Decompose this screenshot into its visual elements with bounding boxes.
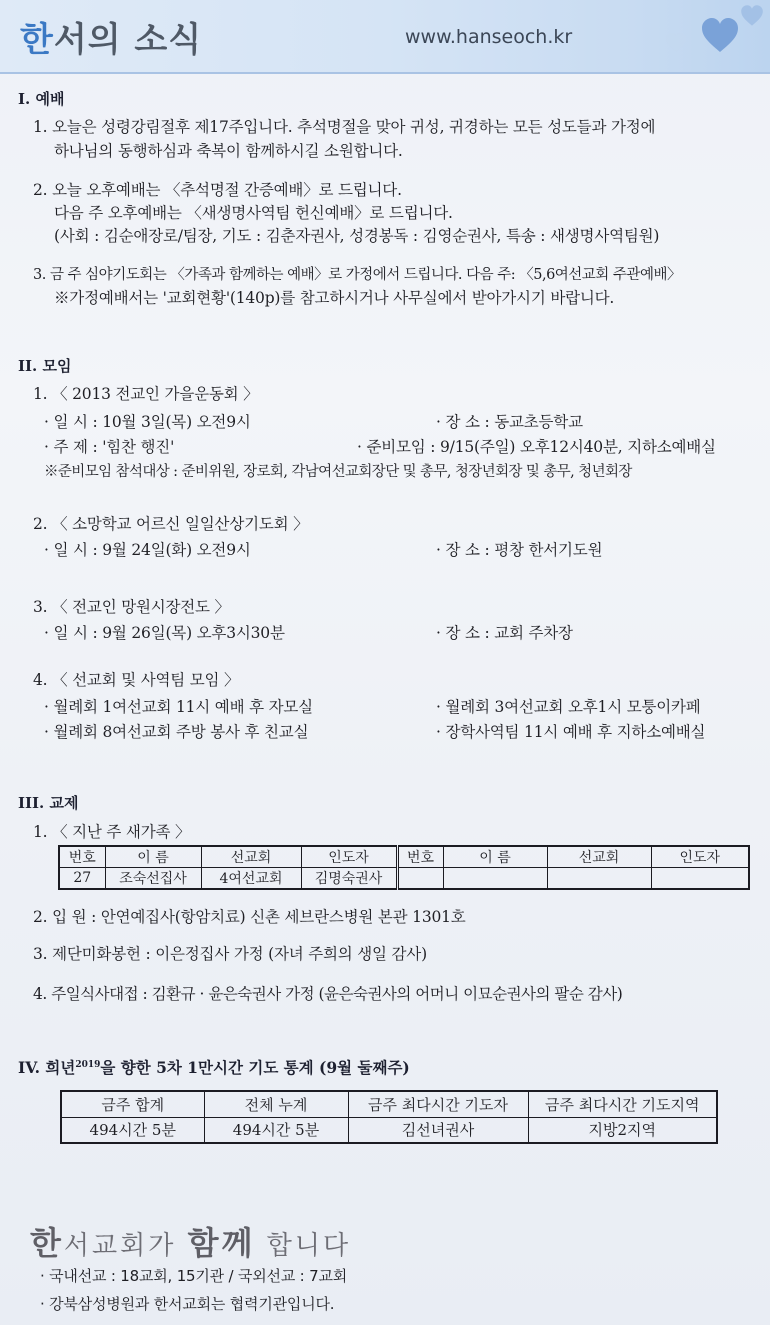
prayer-heading-b: 을 향한 5차 1만시간 기도 통계 (9월 둘째주) [100,1058,410,1077]
meeting-3-place: · 장 소 : 교회 주차장 [436,624,573,642]
meeting-4-item-c: · 월례회 8여선교회 주방 봉사 후 친교실 [44,723,309,741]
meeting-1-prep: · 준비모임 : 9/15(주일) 오후12시40분, 지하소예배실 [357,438,716,456]
section-worship-heading: I. 예배 [18,90,65,108]
table-row [61,1117,717,1143]
footer-title-2: 서교회가 [63,1231,188,1261]
footer-title-3: 함께 [187,1224,256,1262]
table-header-cell: 전체 누계 [204,1091,348,1117]
website-url[interactable]: www.hanseoch.kr [405,26,573,48]
table-cell [547,868,651,890]
new-family-title: 1. 〈 지난 주 새가족 〉 [33,823,191,841]
footer-title [30,1218,351,1264]
fellowship-item-3: 3. 제단미화봉헌 : 이은정집사 가정 (자녀 주희의 생일 감사) [33,945,427,963]
table-cell: 4여선교회 [201,868,301,890]
table-cell [443,868,547,890]
header-banner [0,0,770,74]
table-header-cell: 번호 [59,846,105,868]
meeting-4-title: 4. 〈 선교회 및 사역팀 모임 〉 [33,671,240,689]
table-header-cell: 선교회 [547,846,651,868]
table-header-cell: 선교회 [201,846,301,868]
table-header-cell: 금주 최다시간 기도자 [348,1091,528,1117]
worship-item-1-line-2: 하나님의 동행하심과 축복이 함께하시길 소원합니다. [54,142,403,160]
table-header-cell: 인도자 [301,846,397,868]
meeting-1-theme: · 주 제 : '힘찬 행진' [44,438,175,456]
meeting-1-date: · 일 시 : 10월 3일(목) 오전9시 [44,413,251,431]
page-title-first: 한 [20,20,54,60]
worship-item-2-line-1: 2. 오늘 오후예배는 〈추석명절 간증예배〉로 드립니다. [33,181,402,199]
table-header-cell: 이 름 [443,846,547,868]
section-meeting-heading: II. 모임 [18,357,72,375]
table-header-cell: 번호 [397,846,443,868]
worship-item-2-line-3: (사회 : 김순애장로/팀장, 기도 : 김춘자권사, 성경봉독 : 김영순권사, 특송 : 새생명사역팀원) [54,227,660,245]
prayer-heading-a: IV. 희년 [18,1058,76,1077]
meeting-3-title: 3. 〈 전교인 망원시장전도 〉 [33,598,230,616]
footer-title-1: 한 [30,1224,64,1262]
footer-line-2: · 강북삼성병원과 한서교회는 협력기관입니다. [40,1295,335,1313]
table-header-cell: 금주 최다시간 기도지역 [528,1091,717,1117]
table-cell [651,868,749,890]
fellowship-item-4: 4. 주일식사대접 : 김환규 · 윤은숙권사 가정 (윤은숙권사의 어머니 이묘순권사의 팔순 감사) [33,985,623,1003]
meeting-4-item-d: · 장학사역팀 11시 예배 후 지하소예배실 [436,723,706,741]
worship-item-1-line-1: 1. 오늘은 성령강림절후 제17주입니다. 추석명절을 맞아 귀성, 귀경하는 모든 성도들과 가정에 [33,118,656,136]
table-cell: 494시간 5분 [61,1117,204,1143]
worship-item-3-line-2: ※가정예배서는 '교회현황'(140p)를 참고하시거나 사무실에서 받아가시기 바랍니다. [54,289,615,307]
table-cell [397,868,443,890]
table-header-cell: 이 름 [105,846,201,868]
heart-icon-faint [665,32,687,54]
table-header-cell: 금주 합계 [61,1091,204,1117]
table-cell: 조숙선집사 [105,868,201,890]
fellowship-item-2: 2. 입 원 : 안연예집사(항암치료) 신촌 세브란스병원 본관 1301호 [33,908,466,926]
meeting-4-item-a: · 월례회 1여선교회 11시 예배 후 자모실 [44,698,313,716]
table-header-row [59,846,749,868]
meeting-1-place: · 장 소 : 동교초등학교 [436,413,583,431]
footer-line-1: · 국내선교 : 18교회, 15기관 / 국외선교 : 7교회 [40,1267,348,1285]
table-header-cell: 인도자 [651,846,749,868]
table-row [59,868,749,890]
section-prayer-heading [18,1056,410,1078]
table-cell: 27 [59,868,105,890]
worship-item-3-line-1: 3. 금 주 심야기도회는 〈가족과 함께하는 예배〉로 가정에서 드립니다. 다음 주: 〈5,6여선교회 주관예배〉 [33,267,681,283]
table-cell: 김선녀권사 [348,1117,528,1143]
meeting-4-item-b: · 월례회 3여선교회 오후1시 모퉁이카페 [436,698,701,716]
table-cell: 김명숙권사 [301,868,397,890]
new-family-table [58,845,750,890]
prayer-heading-sup: 2019 [75,1059,101,1070]
meeting-1-note: ※준비모임 참석대상 : 준비위원, 장로회, 각남여선교회장단 및 총무, 청장년회장 및 총무, 청년회장 [44,464,632,480]
meeting-2-title: 2. 〈 소망학교 어르신 일일산상기도회 〉 [33,515,309,533]
prayer-stats-table [60,1090,718,1144]
meeting-2-date: · 일 시 : 9월 24일(화) 오전9시 [44,541,251,559]
meeting-1-title: 1. 〈 2013 전교인 가을운동회 〉 [33,385,259,403]
page-title [20,12,202,61]
table-cell: 지방2지역 [528,1117,717,1143]
meeting-2-place: · 장 소 : 평창 한서기도원 [436,541,603,559]
footer-title-4: 합니다 [255,1231,352,1261]
meeting-3-date: · 일 시 : 9월 26일(목) 오후3시30분 [44,624,285,642]
table-cell: 494시간 5분 [204,1117,348,1143]
worship-item-2-line-2: 다음 주 오후예배는 〈새생명사역팀 헌신예배〉로 드립니다. [54,204,453,222]
page-title-rest: 서의 소식 [53,20,203,60]
heart-icon [700,16,740,56]
heart-icon-small [740,4,764,28]
section-fellowship-heading: III. 교제 [18,794,79,812]
table-header-row [61,1091,717,1117]
